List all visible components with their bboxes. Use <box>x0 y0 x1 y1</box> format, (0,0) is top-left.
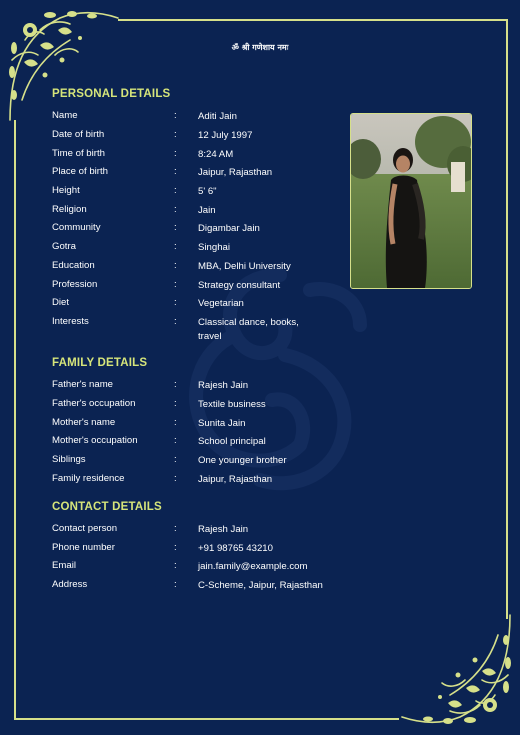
contact-row-address <box>52 579 352 597</box>
field-label: Address <box>52 579 88 590</box>
field-separator: : <box>174 435 177 446</box>
contact-row-contact-person <box>52 523 352 541</box>
frame-right-border <box>506 19 508 619</box>
field-value: One younger brother <box>198 455 287 466</box>
field-separator: : <box>174 523 177 534</box>
field-separator: : <box>174 473 177 484</box>
field-value: Singhai <box>198 242 231 253</box>
field-value: +91 98765 43210 <box>198 543 273 554</box>
field-label: Place of birth <box>52 166 108 177</box>
personal-row-interests <box>52 316 352 348</box>
field-label: Height <box>52 185 80 196</box>
personal-details-heading: PERSONAL DETAILS <box>52 88 171 100</box>
field-value: Rajesh Jain <box>198 524 249 535</box>
family-row-mothers-name <box>52 417 352 435</box>
field-separator: : <box>174 560 177 571</box>
field-value: Rajesh Jain <box>198 380 249 391</box>
field-separator: : <box>174 204 177 215</box>
field-separator: : <box>174 398 177 409</box>
personal-row-time-of-birth <box>52 148 352 166</box>
family-row-family-residence <box>52 473 352 491</box>
field-separator: : <box>174 417 177 428</box>
frame-left-border <box>14 120 16 720</box>
field-separator: : <box>174 379 177 390</box>
field-separator: : <box>174 110 177 121</box>
family-row-siblings <box>52 454 352 472</box>
contact-details-heading: CONTACT DETAILS <box>52 501 162 513</box>
personal-row-gotra <box>52 241 352 259</box>
field-label: Family residence <box>52 473 125 484</box>
field-separator: : <box>174 297 177 308</box>
field-separator: : <box>174 222 177 233</box>
field-separator: : <box>174 148 177 159</box>
field-label: Profession <box>52 279 98 290</box>
field-value: Jaipur, Rajasthan <box>198 474 273 485</box>
personal-row-date-of-birth <box>52 129 352 147</box>
field-value: School principal <box>198 436 266 447</box>
field-value: 5' 6" <box>198 186 217 197</box>
profile-photo-image <box>351 114 471 288</box>
field-label: Mother's name <box>52 417 116 428</box>
field-label: Date of birth <box>52 129 105 140</box>
personal-row-name <box>52 110 352 128</box>
field-separator: : <box>174 316 177 327</box>
field-value: MBA, Delhi University <box>198 261 291 272</box>
field-separator: : <box>174 260 177 271</box>
family-details-heading: FAMILY DETAILS <box>52 357 148 369</box>
field-value: Classical dance, books, travel <box>198 317 299 342</box>
personal-row-place-of-birth <box>52 166 352 184</box>
field-label: Interests <box>52 316 89 327</box>
frame-top-border <box>118 19 508 21</box>
field-label: Mother's occupation <box>52 435 138 446</box>
field-value: Jain <box>198 205 216 216</box>
field-label: Siblings <box>52 454 86 465</box>
field-separator: : <box>174 579 177 590</box>
field-value: Sunita Jain <box>198 418 246 429</box>
family-row-fathers-occupation <box>52 398 352 416</box>
field-separator: : <box>174 185 177 196</box>
contact-row-phone-number <box>52 542 352 560</box>
field-label: Time of birth <box>52 148 105 159</box>
field-label: Diet <box>52 297 70 308</box>
field-separator: : <box>174 454 177 465</box>
field-label: Religion <box>52 204 87 215</box>
field-label: Contact person <box>52 523 118 534</box>
personal-row-height <box>52 185 352 203</box>
personal-row-community <box>52 222 352 240</box>
field-value: 8:24 AM <box>198 149 234 160</box>
field-label: Gotra <box>52 241 76 252</box>
field-value: 12 July 1997 <box>198 130 253 141</box>
field-value: Digambar Jain <box>198 223 260 234</box>
field-value: jain.family@example.com <box>198 561 308 572</box>
floral-corner-bottom-right-icon <box>395 610 520 735</box>
personal-row-religion <box>52 204 352 222</box>
field-value: C-Scheme, Jaipur, Rajasthan <box>198 580 323 591</box>
field-label: Father's occupation <box>52 398 136 409</box>
field-value: Vegetarian <box>198 298 244 309</box>
field-label: Community <box>52 222 101 233</box>
personal-row-education <box>52 260 352 278</box>
field-value: Textile business <box>198 399 266 410</box>
field-separator: : <box>174 542 177 553</box>
field-separator: : <box>174 241 177 252</box>
field-value: Jaipur, Rajasthan <box>198 167 273 178</box>
frame-bottom-border <box>14 718 399 720</box>
personal-row-diet <box>52 297 352 315</box>
profile-photo <box>350 113 472 289</box>
field-separator: : <box>174 279 177 290</box>
field-label: Education <box>52 260 95 271</box>
field-label: Name <box>52 110 78 121</box>
contact-row-email <box>52 560 352 578</box>
floral-corner-top-left-icon <box>0 0 125 125</box>
field-separator: : <box>174 129 177 140</box>
field-label: Father's name <box>52 379 114 390</box>
field-value: Strategy consultant <box>198 280 281 291</box>
field-label: Email <box>52 560 76 571</box>
family-row-mothers-occupation <box>52 435 352 453</box>
personal-row-profession <box>52 279 352 297</box>
family-row-fathers-name <box>52 379 352 397</box>
invocation-text: ॐ श्री गणेशाय नमः <box>231 43 289 52</box>
field-label: Phone number <box>52 542 115 553</box>
field-value: Aditi Jain <box>198 111 237 122</box>
field-separator: : <box>174 166 177 177</box>
